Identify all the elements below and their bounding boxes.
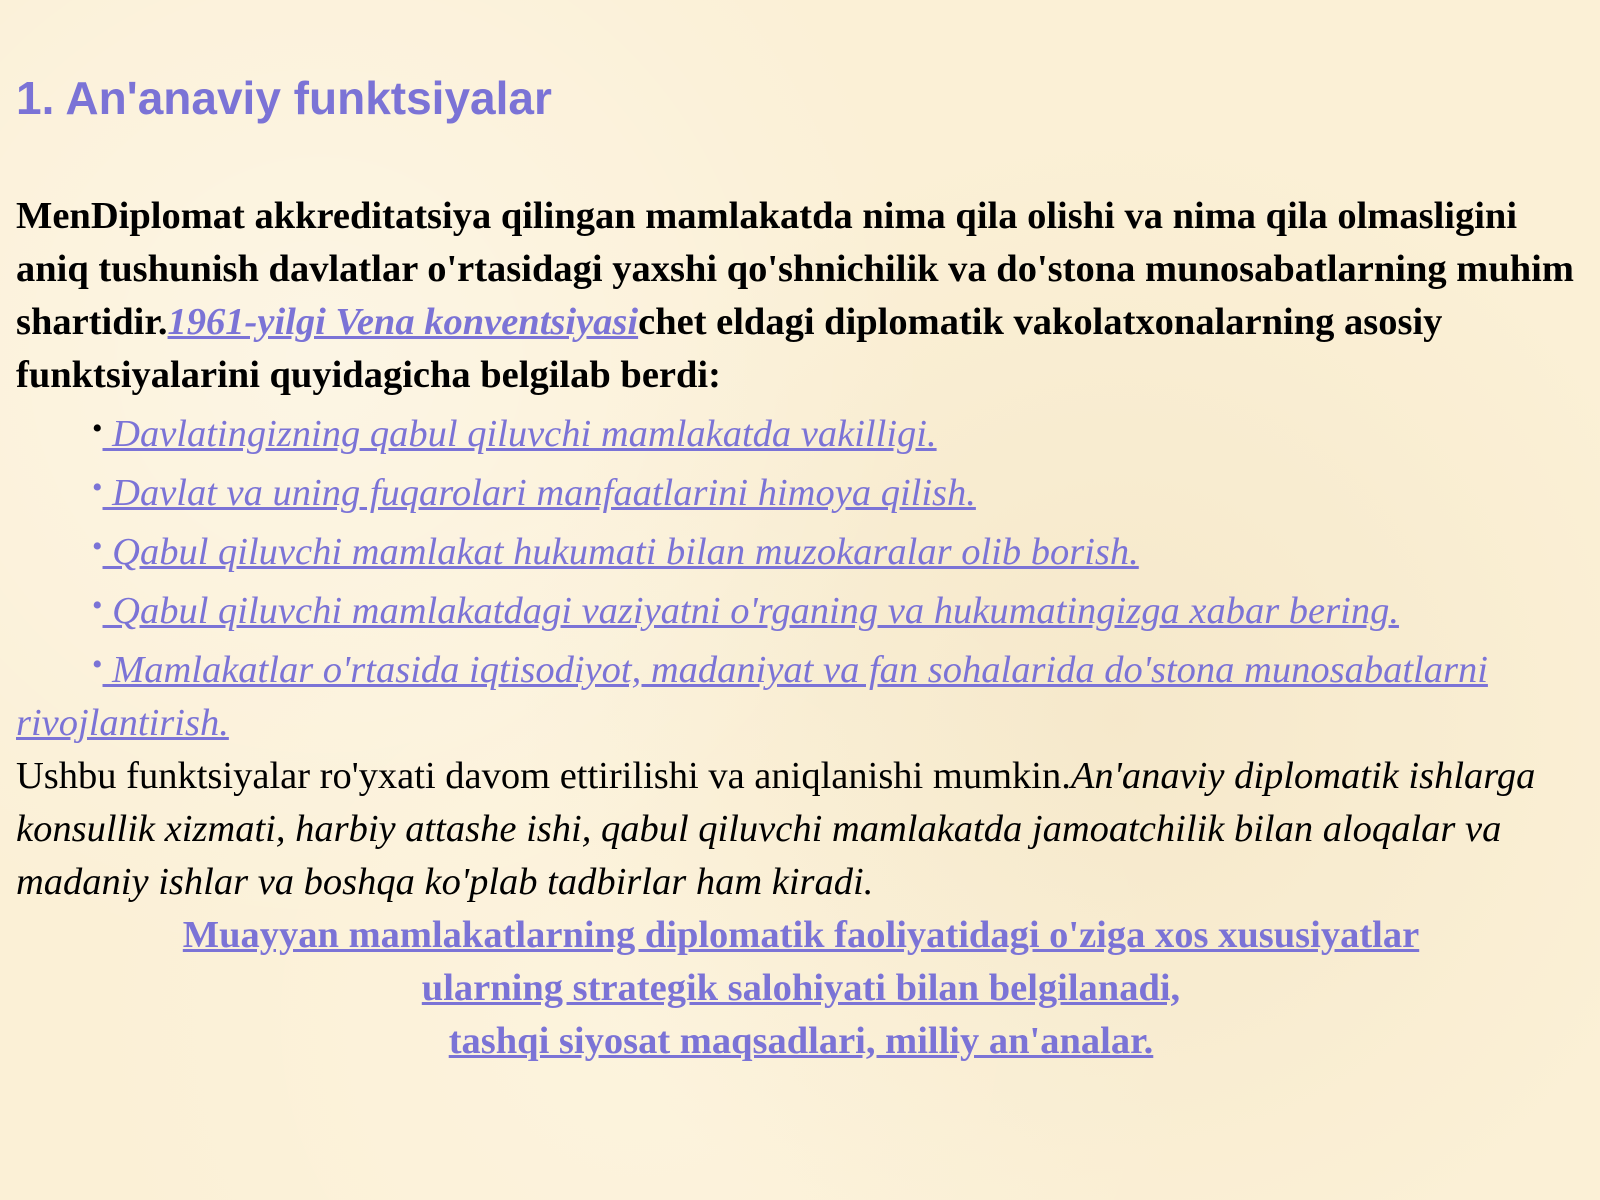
intro-paragraph bbox=[16, 190, 1586, 402]
slide bbox=[16, 0, 1586, 1200]
intro-text-continued: chet eldagi diplomatik vakolatxonalarning asosiy funktsiyalarini quyidagicha belgilab berdi: bbox=[16, 301, 1443, 396]
bullet-icon: • bbox=[92, 589, 103, 622]
bullet-link[interactable]: Qabul qiluvchi mamlakat hukumati bilan muzokaralar olib borish. bbox=[102, 531, 1139, 573]
summary-paragraph bbox=[16, 750, 1586, 909]
bullet-link[interactable]: Davlatingizning qabul qiluvchi mamlakatda vakilligi. bbox=[102, 413, 937, 455]
bullet-icon: • bbox=[92, 648, 103, 681]
slide-body bbox=[16, 190, 1586, 1068]
bullet-item bbox=[16, 638, 1586, 750]
bullet-icon: • bbox=[92, 412, 103, 445]
bullet-item bbox=[16, 461, 1586, 520]
bullet-item bbox=[16, 579, 1586, 638]
bullet-link[interactable]: Davlat va uning fuqarolari manfaatlarini himoya qilish. bbox=[102, 472, 976, 514]
bullet-icon: • bbox=[92, 530, 103, 563]
closing-link-line[interactable]: tashqi siyosat maqsadlari, milliy an'analar. bbox=[448, 1020, 1154, 1062]
closing-statement bbox=[16, 909, 1586, 1068]
bullet-item bbox=[16, 402, 1586, 461]
intro-text: MenDiplomat akkreditatsiya qilingan mamlakatda nima qila olishi va nima qila olmasligini aniq tushunish davlatlar o'rtasidagi yaxshi qo'shnichilik va do'stona munosabatlarning muhim shartidir. bbox=[16, 195, 1574, 343]
bullet-item bbox=[16, 520, 1586, 579]
closing-link-line[interactable]: ularning strategik salohiyati bilan belgilanadi, bbox=[421, 967, 1181, 1009]
bullet-link[interactable]: Qabul qiluvchi mamlakatdagi vaziyatni o'rganing va hukumatingizga xabar bering. bbox=[102, 590, 1399, 632]
summary-italic-text: An'anaviy diplomatik ishlarga konsullik xizmati, harbiy attashe ishi, qabul qiluvchi mamlakatda jamoatchilik bilan aloqalar va madaniy ishlar va boshqa ko'plab tadbirlar ham kiradi. bbox=[16, 755, 1536, 903]
vienna-convention-link[interactable]: 1961-yilgi Vena konventsiyasi bbox=[167, 301, 639, 343]
bullet-icon: • bbox=[92, 471, 103, 504]
summary-text: Ushbu funktsiyalar ro'yxati davom ettirilishi va aniqlanishi mumkin. bbox=[16, 755, 1071, 797]
slide-title: 1. An'anaviy funktsiyalar bbox=[16, 72, 552, 124]
bullet-link[interactable]: Mamlakatlar o'rtasida iqtisodiyot, madaniyat va fan sohalarida do'stona munosabatlarni rivojlantirish. bbox=[16, 649, 1488, 744]
closing-link-line[interactable]: Muayyan mamlakatlarning diplomatik faoliyatidagi o'ziga xos xususiyatlar bbox=[182, 914, 1420, 956]
